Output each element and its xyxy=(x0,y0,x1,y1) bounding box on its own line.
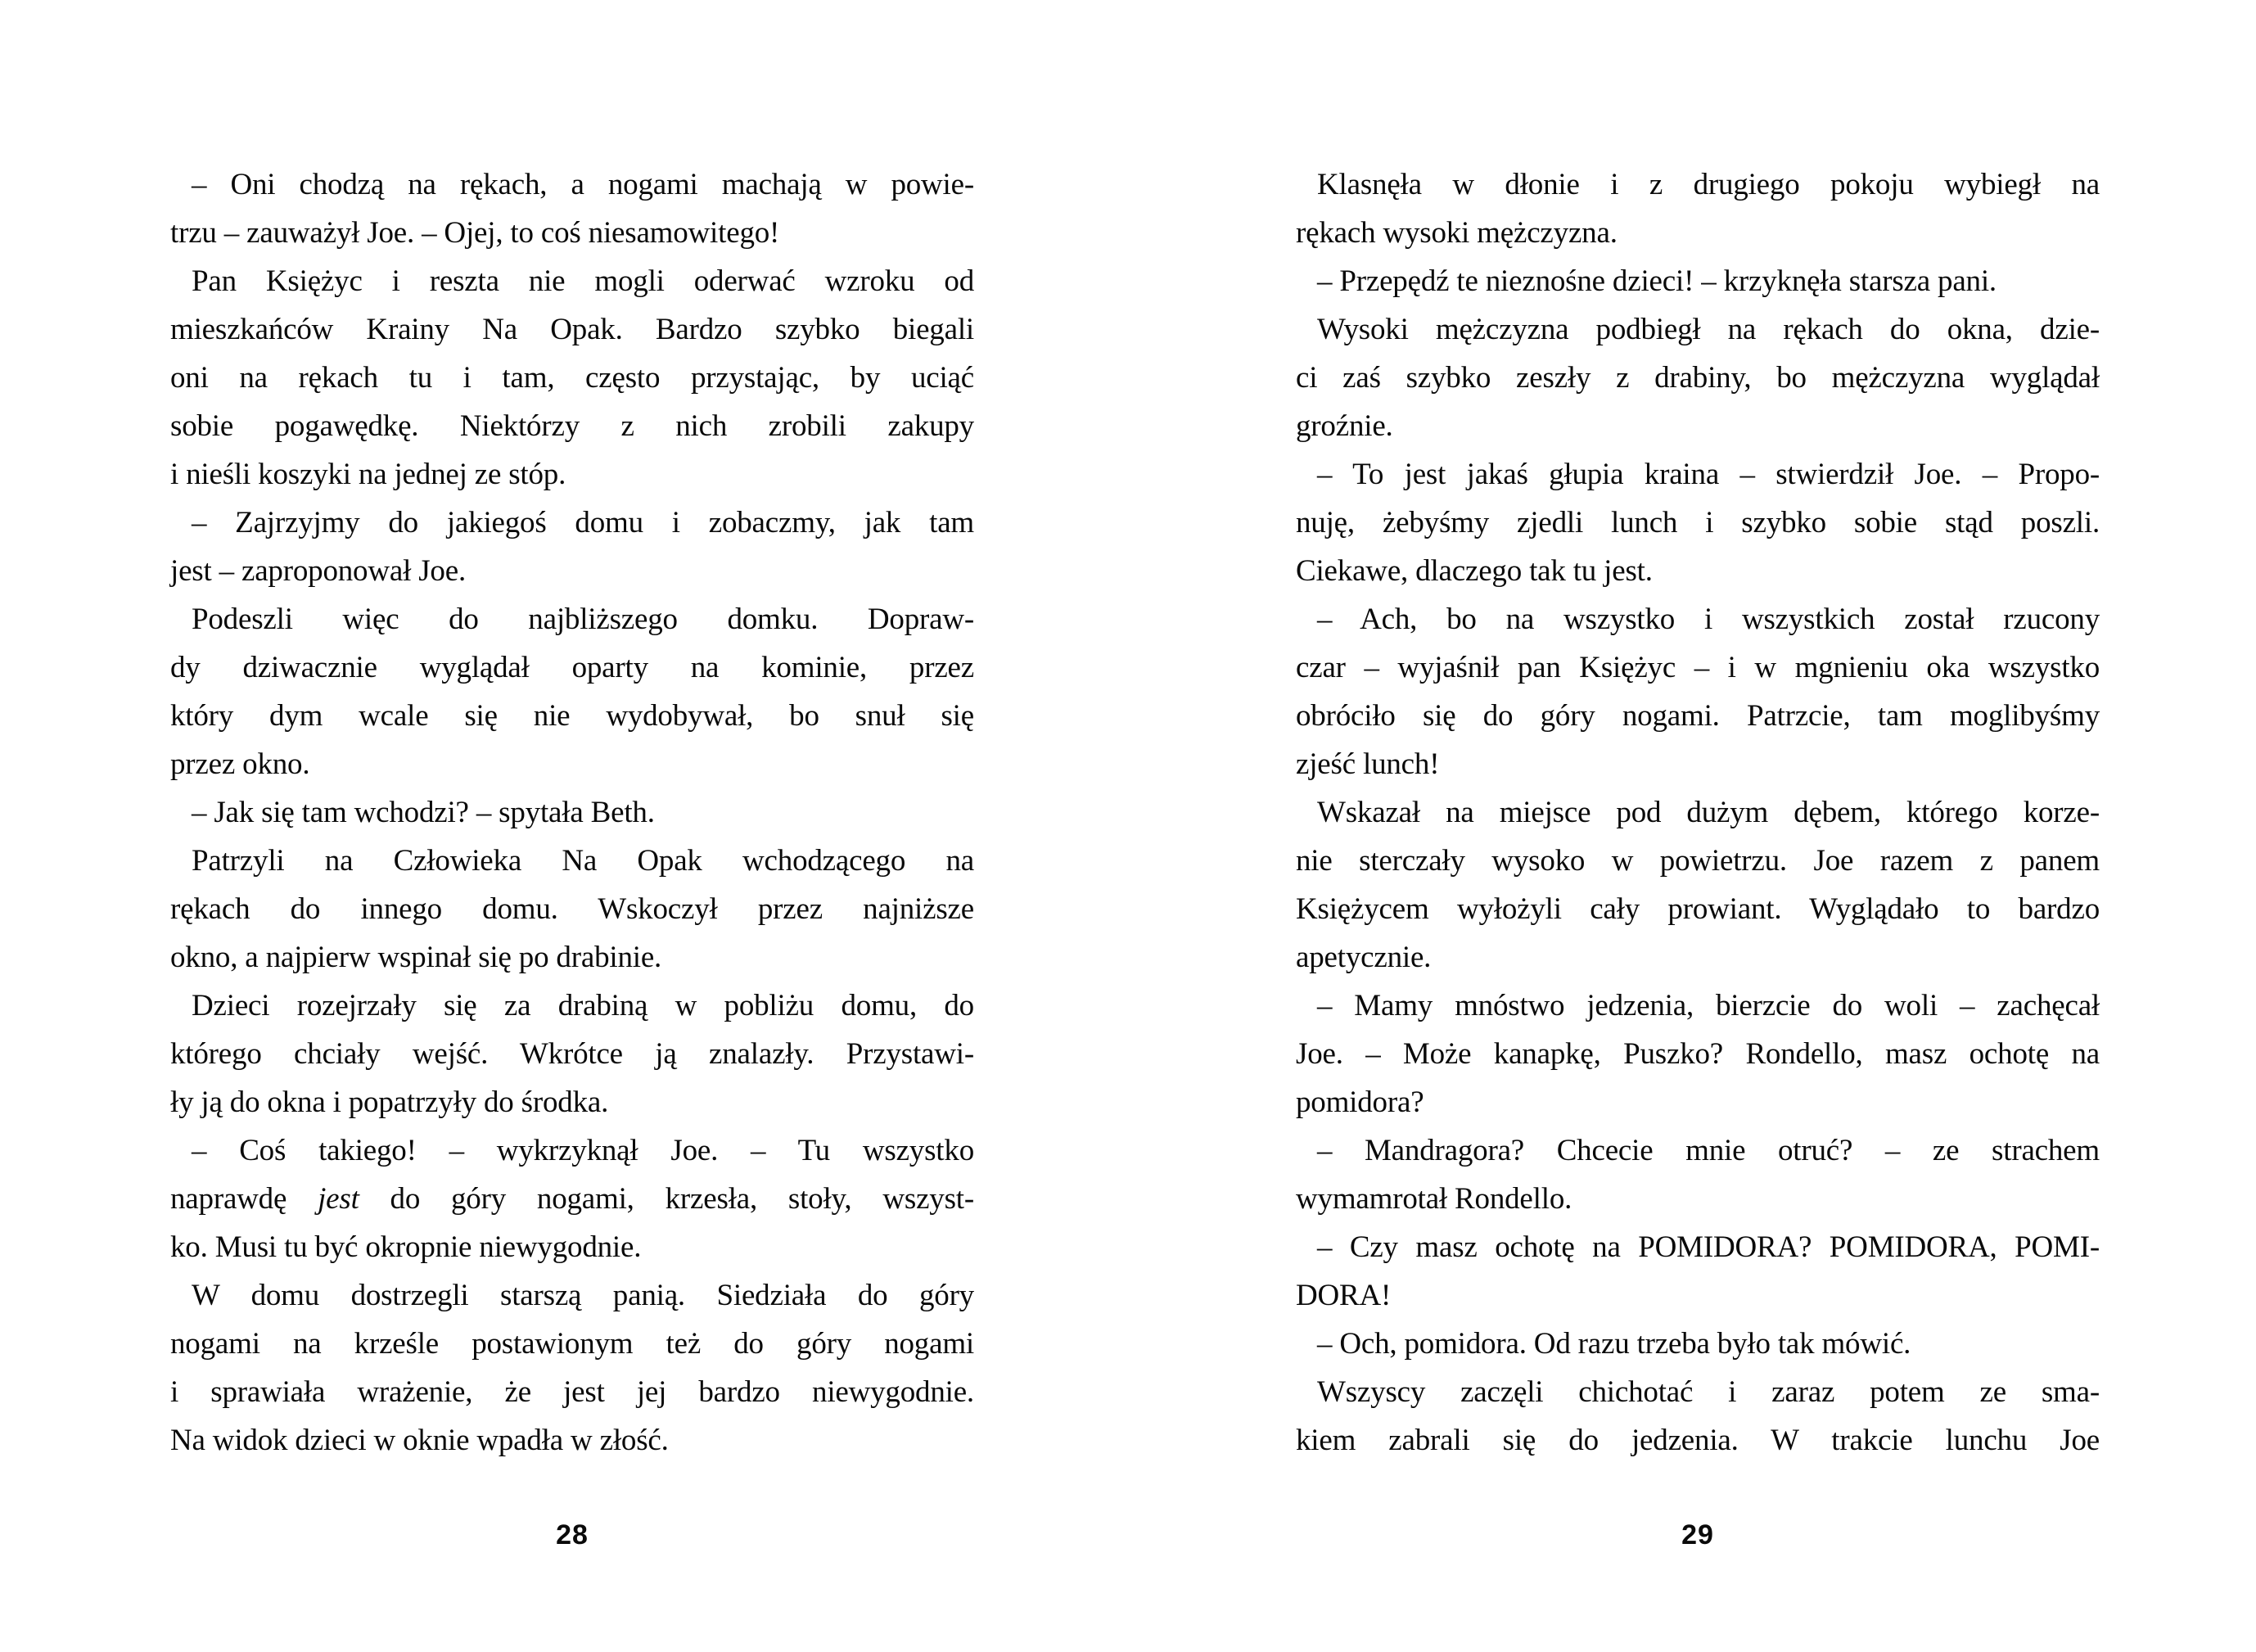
text-line: ły ją do okna i popatrzyły do środka. xyxy=(170,1086,609,1119)
text-line: – To jest jakaś głupia kraina – stwierdził Joe. – Propo- xyxy=(1317,458,2100,491)
text-line: Pan Księżyc i reszta nie mogli oderwać wzroku od xyxy=(192,264,974,298)
text-line: oni na rękach tu i tam, często przystając, by uciąć xyxy=(170,361,974,395)
text-line xyxy=(170,1175,974,1223)
text-line: Księżycem wyłożyli cały prowiant. Wyglądało to bardzo xyxy=(1296,892,2100,926)
text-line: – Mamy mnóstwo jedzenia, bierzcie do woli – zachęcał xyxy=(1317,989,2100,1022)
text-line: trzu – zauważył Joe. – Ojej, to coś niesamowitego! xyxy=(170,216,780,250)
text-line: dy dziwacznie wyglądał oparty na kominie, przez xyxy=(170,651,974,684)
text-segment: naprawdę xyxy=(170,1182,318,1216)
text-line: – Jak się tam wchodzi? – spytała Beth. xyxy=(192,796,655,829)
page-right xyxy=(1128,0,2256,1652)
text-line: którego chciały wejść. Wkrótce ją znalazły. Przystawi- xyxy=(170,1037,974,1071)
text-line: okno, a najpierw wspinał się po drabinie. xyxy=(170,941,662,974)
text-line: – Oni chodzą na rękach, a nogami machają w powie- xyxy=(192,168,974,201)
text-segment-italic: jest xyxy=(318,1182,359,1216)
text-line: – Przepędź te nieznośne dzieci! – krzyknęła starsza pani. xyxy=(1317,264,1997,298)
text-line: nie sterczały wysoko w powietrzu. Joe razem z panem xyxy=(1296,844,2100,878)
text-line: nogami na krześle postawionym też do góry nogami xyxy=(170,1327,974,1361)
text-line: – Mandragora? Chcecie mnie otruć? – ze strachem xyxy=(1317,1134,2100,1167)
text-line: – Czy masz ochotę na POMIDORA? POMIDORA, POMI- xyxy=(1317,1230,2100,1264)
text-line: rękach wysoki mężczyzna. xyxy=(1296,216,1618,250)
text-line: groźnie. xyxy=(1296,409,1393,443)
text-line: Patrzyli na Człowieka Na Opak wchodzącego na xyxy=(192,844,974,878)
text-line: – Zajrzyjmy do jakiegoś domu i zobaczmy, jak tam xyxy=(192,506,974,539)
left-text-block xyxy=(170,160,974,1465)
right-text-block xyxy=(1296,160,2100,1465)
text-line: Wysoki mężczyzna podbiegł na rękach do okna, dzie- xyxy=(1317,313,2100,346)
text-line: obróciło się do góry nogami. Patrzcie, tam moglibyśmy xyxy=(1296,699,2100,733)
text-line: wymamrotał Rondello. xyxy=(1296,1182,1572,1216)
text-line: przez okno. xyxy=(170,747,310,781)
text-line: który dym wcale się nie wydobywał, bo snuł się xyxy=(170,699,974,733)
text-line: ko. Musi tu być okropnie niewygodnie. xyxy=(170,1230,642,1264)
text-line: – Ach, bo na wszystko i wszystkich został rzucony xyxy=(1317,603,2100,636)
text-line: pomidora? xyxy=(1296,1086,1424,1119)
text-line: i sprawiała wrażenie, że jest jej bardzo niewygodnie. xyxy=(170,1375,974,1409)
text-line: jest – zaproponował Joe. xyxy=(170,554,466,588)
text-line: kiem zabrali się do jedzenia. W trakcie lunchu Joe xyxy=(1296,1424,2100,1457)
text-line: – Och, pomidora. Od razu trzeba było tak mówić. xyxy=(1317,1327,1911,1361)
text-line: ci zaś szybko zeszły z drabiny, bo mężczyzna wyglądał xyxy=(1296,361,2100,395)
text-line: nuję, żebyśmy zjedli lunch i szybko sobie stąd poszli. xyxy=(1296,506,2100,539)
text-line: czar – wyjaśnił pan Księżyc – i w mgnieniu oka wszystko xyxy=(1296,651,2100,684)
text-segment: do góry nogami, krzesła, stoły, wszyst- xyxy=(359,1182,974,1216)
text-line: DORA! xyxy=(1296,1279,1392,1312)
text-line: apetycznie. xyxy=(1296,941,1432,974)
text-line: Podeszli więc do najbliższego domku. Dopraw- xyxy=(192,603,974,636)
text-line: zjeść lunch! xyxy=(1296,747,1440,781)
page-number-left: 28 xyxy=(556,1519,589,1550)
text-line: rękach do innego domu. Wskoczył przez najniższe xyxy=(170,892,974,926)
text-line: Na widok dzieci w oknie wpadła w złość. xyxy=(170,1424,669,1457)
text-line: sobie pogawędkę. Niektórzy z nich zrobili zakupy xyxy=(170,409,974,443)
text-line: Wskazał na miejsce pod dużym dębem, którego korze- xyxy=(1317,796,2100,829)
text-line: W domu dostrzegli starszą panią. Siedziała do góry xyxy=(192,1279,974,1312)
page-number-right: 29 xyxy=(1681,1519,1714,1550)
text-line: Dzieci rozejrzały się za drabiną w pobliżu domu, do xyxy=(192,989,974,1022)
text-line: Ciekawe, dlaczego tak tu jest. xyxy=(1296,554,1653,588)
text-line: mieszkańców Krainy Na Opak. Bardzo szybko biegali xyxy=(170,313,974,346)
text-line: Joe. – Może kanapkę, Puszko? Rondello, masz ochotę na xyxy=(1296,1037,2100,1071)
text-line: Klasnęła w dłonie i z drugiego pokoju wybiegł na xyxy=(1317,168,2100,201)
text-line: Wszyscy zaczęli chichotać i zaraz potem ze sma- xyxy=(1317,1375,2100,1409)
text-line: – Coś takiego! – wykrzyknął Joe. – Tu wszystko xyxy=(192,1134,974,1167)
text-line: i nieśli koszyki na jednej ze stóp. xyxy=(170,458,566,491)
